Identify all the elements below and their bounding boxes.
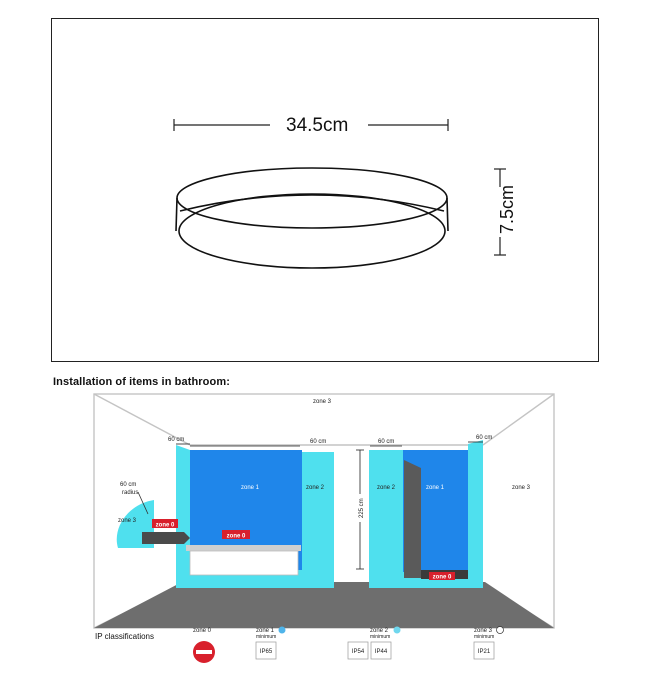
shower-zone2-label: zone 2 (377, 485, 396, 491)
product-drawing (52, 19, 600, 363)
no-entry-icon (193, 641, 215, 663)
ip-zone2-dot (394, 627, 401, 634)
radius-value-label: 60 cm (120, 482, 137, 488)
ip-zone2-sub: minimum (370, 634, 391, 640)
ip-zone1-dot (279, 627, 286, 634)
bath-zone1-label: zone 1 (241, 485, 260, 491)
ip-zone3-sub: minimum (474, 634, 495, 640)
sink-zone0-label: zone 0 (155, 522, 175, 529)
height-225-label: 225 cm (359, 498, 365, 518)
sink-counter (142, 532, 190, 544)
dim-60-shower-label: 60 cm (378, 439, 395, 445)
height-dimension-label: 7.5cm (497, 184, 517, 234)
dim-60-right-label: 60 cm (476, 435, 493, 441)
width-dimension-label: 34.5cm (286, 115, 349, 136)
ip-zone2-label: zone 2 (370, 628, 389, 634)
ip-zone3-dot (497, 627, 504, 634)
ip-zone1-badge: IP65 (259, 649, 273, 655)
zone3-right-label: zone 3 (512, 485, 531, 491)
shower-zone2-left (369, 450, 403, 586)
bathroom-zones-diagram (0, 388, 650, 677)
section-heading: Installation of items in bathroom: (53, 376, 230, 388)
bath-zone2-right (302, 452, 334, 588)
bathtub-rim (186, 545, 301, 551)
bathtub (190, 551, 298, 575)
shower-glass-panel (404, 460, 421, 578)
product-drawing-frame (51, 18, 599, 362)
bath-zone2-left-wall (176, 445, 190, 584)
ip-zone1-label: zone 1 (256, 628, 275, 634)
ip-zone3-badge: IP21 (477, 649, 491, 655)
dim-60-center-label: 60 cm (310, 439, 327, 445)
ip-zone3-label: zone 3 (474, 628, 493, 634)
ip-zone2-badge1: IP54 (351, 649, 365, 655)
shower-zone0-label: zone 0 (432, 574, 452, 581)
zone3-top-label: zone 3 (313, 399, 332, 405)
shower-zone1-label: zone 1 (426, 485, 445, 491)
shower-zone2-right (468, 440, 483, 588)
ip-zone0-label: zone 0 (193, 628, 212, 634)
ceiling-lamp-outline (176, 168, 448, 268)
dim-60-left-label: 60 cm (168, 437, 185, 443)
floor (94, 582, 554, 628)
bath-zone2-label: zone 2 (306, 485, 325, 491)
ip-zone2-badge2: IP44 (374, 649, 388, 655)
radius-word-label: radius (122, 490, 139, 496)
ip-classifications-title: IP classifications (95, 632, 154, 641)
bath-zone0-label: zone 0 (226, 533, 246, 540)
zone3-left-label: zone 3 (118, 518, 137, 524)
ip-zone1-sub: minimum (256, 634, 277, 640)
